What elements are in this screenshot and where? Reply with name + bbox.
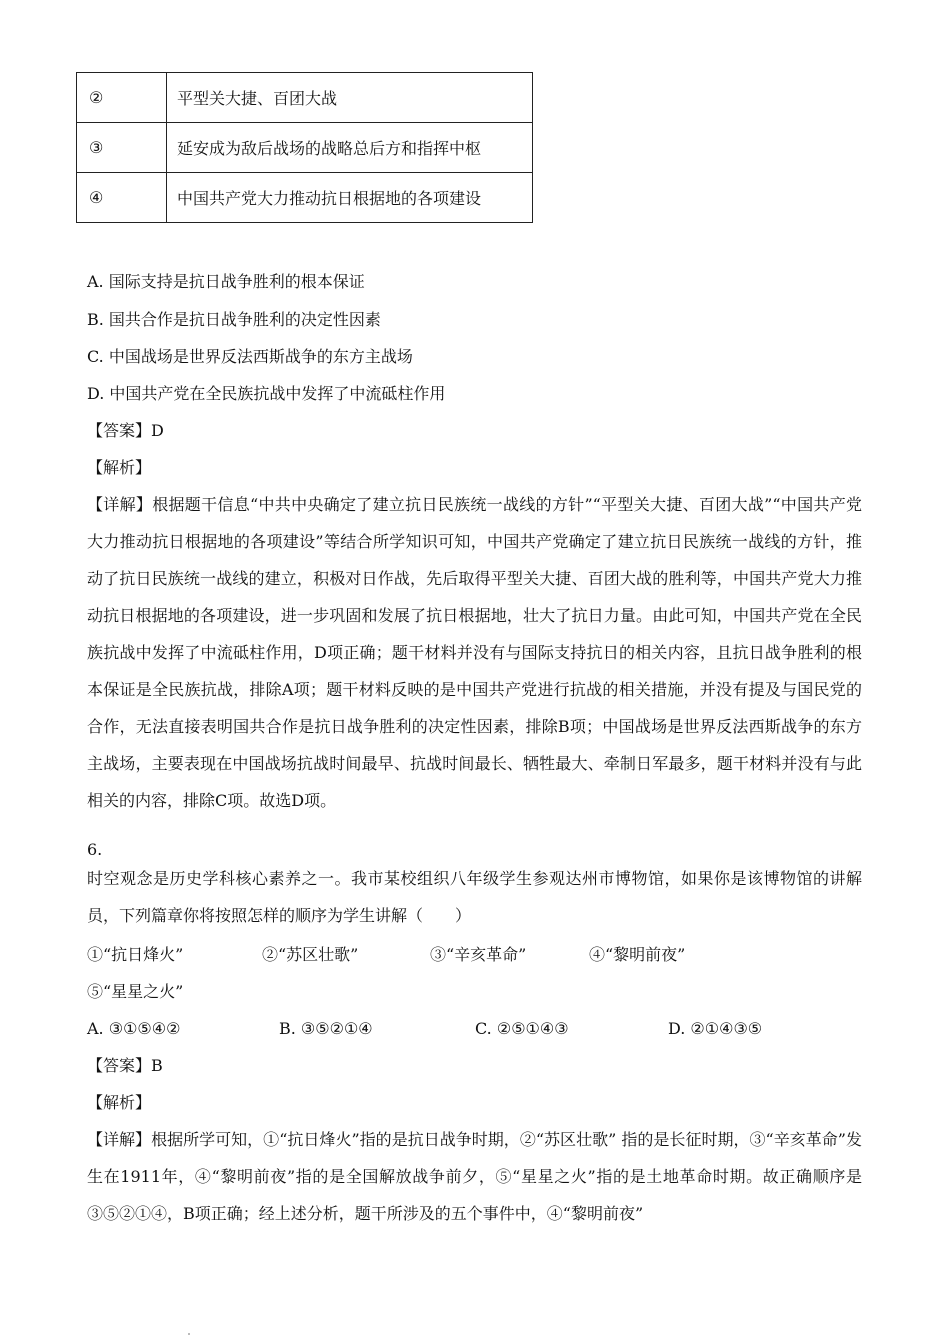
table-row [77, 173, 533, 223]
q6-number: 6. [87, 840, 103, 859]
table-cell-text: 延安成为敌后战场的战略总后方和指挥中枢 [167, 123, 533, 173]
q5-option-c: C. 中国战场是世界反法西斯战争的东方主战场 [87, 347, 413, 366]
q5-analysis-label: 【解析】 [87, 458, 152, 477]
q5-answer: 【答案】D [87, 421, 164, 440]
q6-item: ①“抗日烽火” [87, 945, 184, 964]
page-speck [188, 1333, 190, 1335]
q6-item: ③“辛亥革命” [430, 945, 527, 964]
table-cell-text: 平型关大捷、百团大战 [167, 73, 533, 123]
q6-detail: 【详解】根据所学可知，①“抗日烽火”指的是抗日战争时期，②“苏区壮歌” 指的是长征时期，③“辛亥革命”发生在1911年，④“黎明前夜”指的是全国解放战争前夕，⑤“星星之火”指的是土地革命时期。故正确顺序是③⑤②①④，B项正确；经上述分析，题干所涉及的五个事件中，④“黎明前夜” [87, 1130, 862, 1223]
q6-item: ④“黎明前夜” [589, 945, 686, 964]
q6-answer: 【答案】B [87, 1056, 163, 1075]
q5-option-d: D. 中国共产党在全民族抗战中发挥了中流砥柱作用 [87, 384, 446, 403]
q5-detail: 【详解】根据题干信息“中共中央确定了建立抗日民族统一战线的方针”“平型关大捷、百团大战”“中国共产党大力推动抗日根据地的各项建设”等结合所学知识可知，中国共产党确定了建立抗日民族统一战线的方针，推动了抗日民族统一战线的建立，积极对日作战，先后取得平型关大捷、百团大战的胜利等，中国共产党大力推动抗日根据地的各项建设，进一步巩固和发展了抗日根据地，壮大了抗日力量。由此可知，中国共产党在全民族抗战中发挥了中流砥柱作用，D项正确；题干材料并没有与国际支持抗日的相关内容，且抗日战争胜利的根本保证是全民族抗战，排除A项；题干材料反映的是中国共产党进行抗战的相关措施，并没有提及与国民党的合作，无法直接表明国共合作是抗日战争胜利的决定性因素，排除B项；中国战场是世界反法西斯战争的东方主战场，主要表现在中国战场抗战时间最早、抗战时间最长、牺牲最大、牵制日军最多，题干材料并没有与此相关的内容，排除C项。故选D项。 [87, 495, 862, 810]
q6-analysis-label: 【解析】 [87, 1093, 152, 1112]
q6-option-c: C. ②⑤①④③ [475, 1019, 569, 1038]
q6-item: ⑤“星星之火” [87, 982, 184, 1001]
q5-option-b: B. 国共合作是抗日战争胜利的决定性因素 [87, 310, 381, 329]
table-row [77, 73, 533, 123]
q6-option-d: D. ②①④③⑤ [668, 1019, 763, 1038]
table-cell-number: ③ [77, 123, 167, 173]
table-cell-number: ④ [77, 173, 167, 223]
q5-option-a: A. 国际支持是抗日战争胜利的根本保证 [87, 272, 365, 291]
table-row [77, 123, 533, 173]
q6-option-a: A. ③①⑤④② [87, 1019, 181, 1038]
q6-item: ②“苏区壮歌” [262, 945, 359, 964]
q6-stem: 时空观念是历史学科核心素养之一。我市某校组织八年级学生参观达州市博物馆，如果你是该博物馆的讲解员，下列篇章你将按照怎样的顺序为学生讲解（ ） [87, 869, 862, 925]
q6-option-b: B. ③⑤②①④ [279, 1019, 373, 1038]
events-table [76, 72, 533, 223]
table-cell-text: 中国共产党大力推动抗日根据地的各项建设 [167, 173, 533, 223]
table-cell-number: ② [77, 73, 167, 123]
